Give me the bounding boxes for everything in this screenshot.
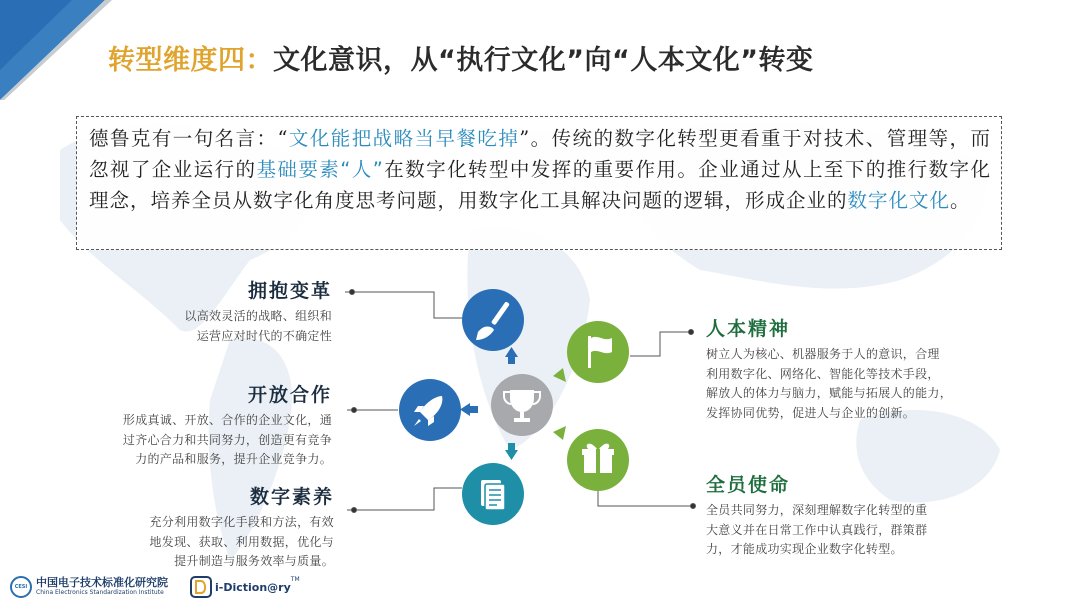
desc-line: 以高效灵活的战略、组织和 [184,309,332,323]
desc-line: 大意义并在日常工作中认真践行，群策群 [706,522,928,537]
connector-dot [352,408,357,413]
arrow-downright [553,426,566,440]
people-spirit-block [706,314,1026,423]
desc-line: 力的产品和服务，提升企业竞争力。 [135,452,332,466]
desc-line: 力，才能成功实现企业数字化转型。 [706,542,903,556]
arrow-left [460,403,470,416]
arrow-up [508,357,515,364]
item-title: 拥抱变革 [247,280,332,302]
desc-line: 解放人的体力与脑力，赋能与拓展人的能力， [706,386,953,400]
quote-text: ”。传统的数字化转型更看重于对技术、管理等，而忽视了企业运行的 [89,127,991,181]
connector-dot [352,508,357,513]
desc-line: 充分利用数字化手段和方法，有效 [149,515,334,529]
all-staff-mission-block [706,470,1006,560]
desc-line: 提升制造与服务效率与质量。 [174,554,334,568]
brand-tm: TM [290,576,300,583]
desc-line: 地发现、获取、利用数据，优化与 [149,534,334,549]
desc-line: 运营应对时代的不确定性 [196,328,332,343]
item-desc [60,411,332,470]
quote-text: 在数字化转型中发挥的重要作用。企业通过从上至下的推行数字化理念，培养全员从数字化角度思考问题，用数字化工具解决问题的逻辑，形成企业的 [89,158,991,212]
item-desc [90,513,334,572]
quote-highlight: 数字化文化 [847,189,951,212]
quote-highlight: 基础要素“人” [256,158,384,181]
org-name-en: China Electronics Standardization Institute [36,589,164,596]
cesi-logo [10,576,168,598]
arrow-down [505,450,518,460]
quote-text: 。 [950,189,971,212]
people-spirit-circle [567,321,629,383]
desc-line: 全员共同努力，深刻理解数字化转型的重 [706,503,928,517]
arrow-upright [553,368,566,382]
item-title: 数字素养 [249,486,334,508]
arrow-up [505,347,518,357]
desc-line: 利用数字化、网络化、智能化等技术手段， [706,366,940,381]
connector-line [345,292,462,318]
quote-highlight: 文化能把战略当早餐吃掉 [288,127,520,150]
connector-dot [691,504,696,509]
item-title: 开放合作 [247,384,332,406]
embrace-change-block [130,276,332,346]
connector-line [630,332,690,356]
footer [10,576,300,598]
idictionary-mark-icon [190,576,212,598]
digital-literacy-block [90,482,334,572]
connector-dot [350,290,355,295]
connector-line [598,490,692,506]
org-name-cn: 中国电子技术标准化研究院 [36,576,168,589]
arrow-down [508,443,515,450]
item-title: 全员使命 [706,474,791,496]
item-title: 人本精神 [706,318,791,340]
arrow-left [470,406,478,413]
document-icon [481,480,505,510]
connector-line [347,488,462,510]
brand-name: i-Diction@ry [215,580,291,594]
desc-line: 树立人为核心、机器服务于人的意识，合理 [706,347,940,361]
item-desc [706,501,1006,560]
desc-line: 形成真诚、开放、合作的企业文化，通 [122,413,332,427]
desc-line: 发挥协同优势，促进人与企业的创新。 [706,405,916,420]
title-rest: 文化意识，从“执行文化”向“人本文化”转变 [273,45,814,76]
item-desc [130,307,332,346]
title-lead: 转型维度四： [108,45,273,76]
cesi-seal-icon: CESI [10,576,32,598]
open-cooperation-block [60,380,332,470]
connector-dot [689,330,694,335]
quote-text: 德鲁克有一句名言：“ [89,127,289,150]
desc-line: 过齐心合力和共同努力，创造更有竞争 [122,432,332,447]
idictionary-logo [190,576,300,598]
item-desc [706,345,1026,423]
